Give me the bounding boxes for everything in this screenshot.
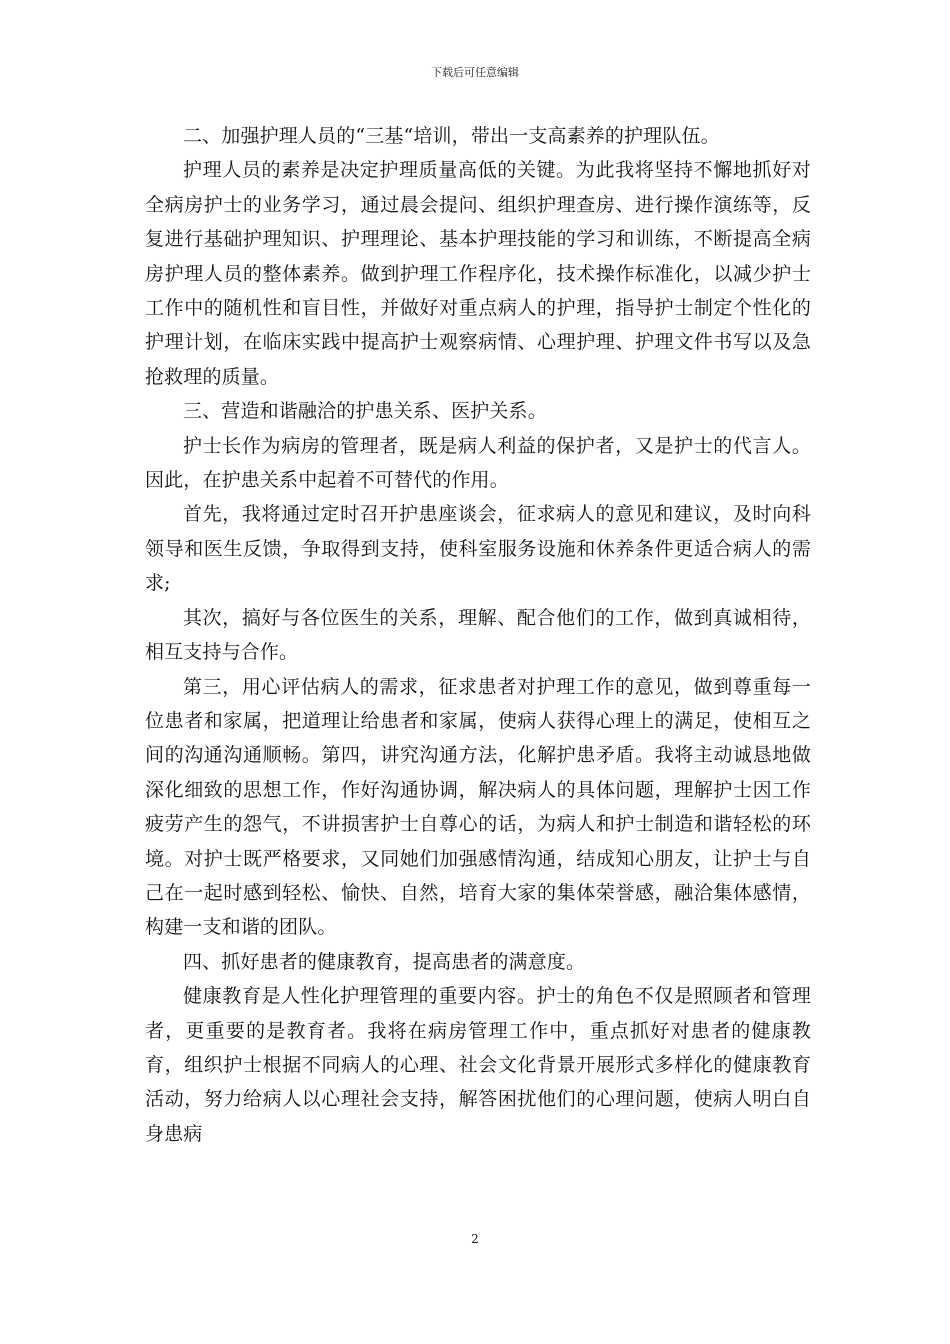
page-number: 2	[471, 1232, 479, 1246]
body-paragraph: 健康教育是人性化护理管理的重要内容。护士的角色不仅是照顾者和管理者，更重要的是教育者。我将在病房管理工作中，重点抓好对患者的健康教育，组织护士根据不同病人的心理、社会文化背景开展形式多样化的健康教育活动，努力给病人以心理社会支持，解答困扰他们的心理问题，使病人明白自身患病	[145, 985, 811, 1145]
section-heading-4: 四、抓好患者的健康教育，提高患者的满意度。	[183, 950, 586, 973]
body-paragraph: 护理人员的素养是决定护理质量高低的关键。为此我将坚持不懈地抓好对全病房护士的业务学习，通过晨会提问、组织护理查房、进行操作演练等，反复进行基础护理知识、护理理论、基本护理技能的学习和训练，不断提高全病房护理人员的整体素养。做到护理工作程序化，技术操作标准化，以减少护士工作中的随机性和盲目性，并做好对重点病人的护理，指导护士制定个性化的护理计划，在临床实践中提高护士观察病情、心理护理、护理文件书写以及急抢救理的质量。	[145, 159, 811, 388]
body-paragraph: 其次，搞好与各位医生的关系，理解、配合他们的工作，做到真诚相待，相互支持与合作。	[145, 606, 811, 664]
section-heading-3: 三、营造和谐融洽的护患关系、医护关系。	[183, 400, 547, 423]
page-header: 下载后可任意编辑	[431, 66, 519, 79]
section-heading-2: 二、加强护理人员的“三基“培训，带出一支高素养的护理队伍。	[183, 125, 720, 147]
body-paragraph: 首先，我将通过定时召开护患座谈会，征求病人的意见和建议，及时向科领导和医生反馈，争取得到支持，使科室服务设施和休养条件更适合病人的需求;	[145, 503, 811, 595]
body-paragraph: 第三，用心评估病人的需求，征求患者对护理工作的意见，做到尊重每一位患者和家属，把道理让给患者和家属，使病人获得心理上的满足，使相互之间的沟通沟通顺畅。第四，讲究沟通方法，化解护患矛盾。我将主动诚恳地做深化细致的思想工作，作好沟通协调，解决病人的具体问题，理解护士因工作疲劳产生的怨气，不讲损害护士自尊心的话，为病人和护士制造和谐轻松的环境。对护士既严格要求，又同她们加强感情沟通，结成知心朋友，让护士与自己在一起时感到轻松、愉快、自然，培育大家的集体荣誉感，融洽集体感情，构建一支和谐的团队。	[145, 675, 811, 939]
document-body	[145, 119, 811, 1151]
body-paragraph: 护士长作为病房的管理者，既是病人利益的保护者，又是护士的代言人。因此，在护患关系中起着不可替代的作用。	[145, 434, 811, 492]
